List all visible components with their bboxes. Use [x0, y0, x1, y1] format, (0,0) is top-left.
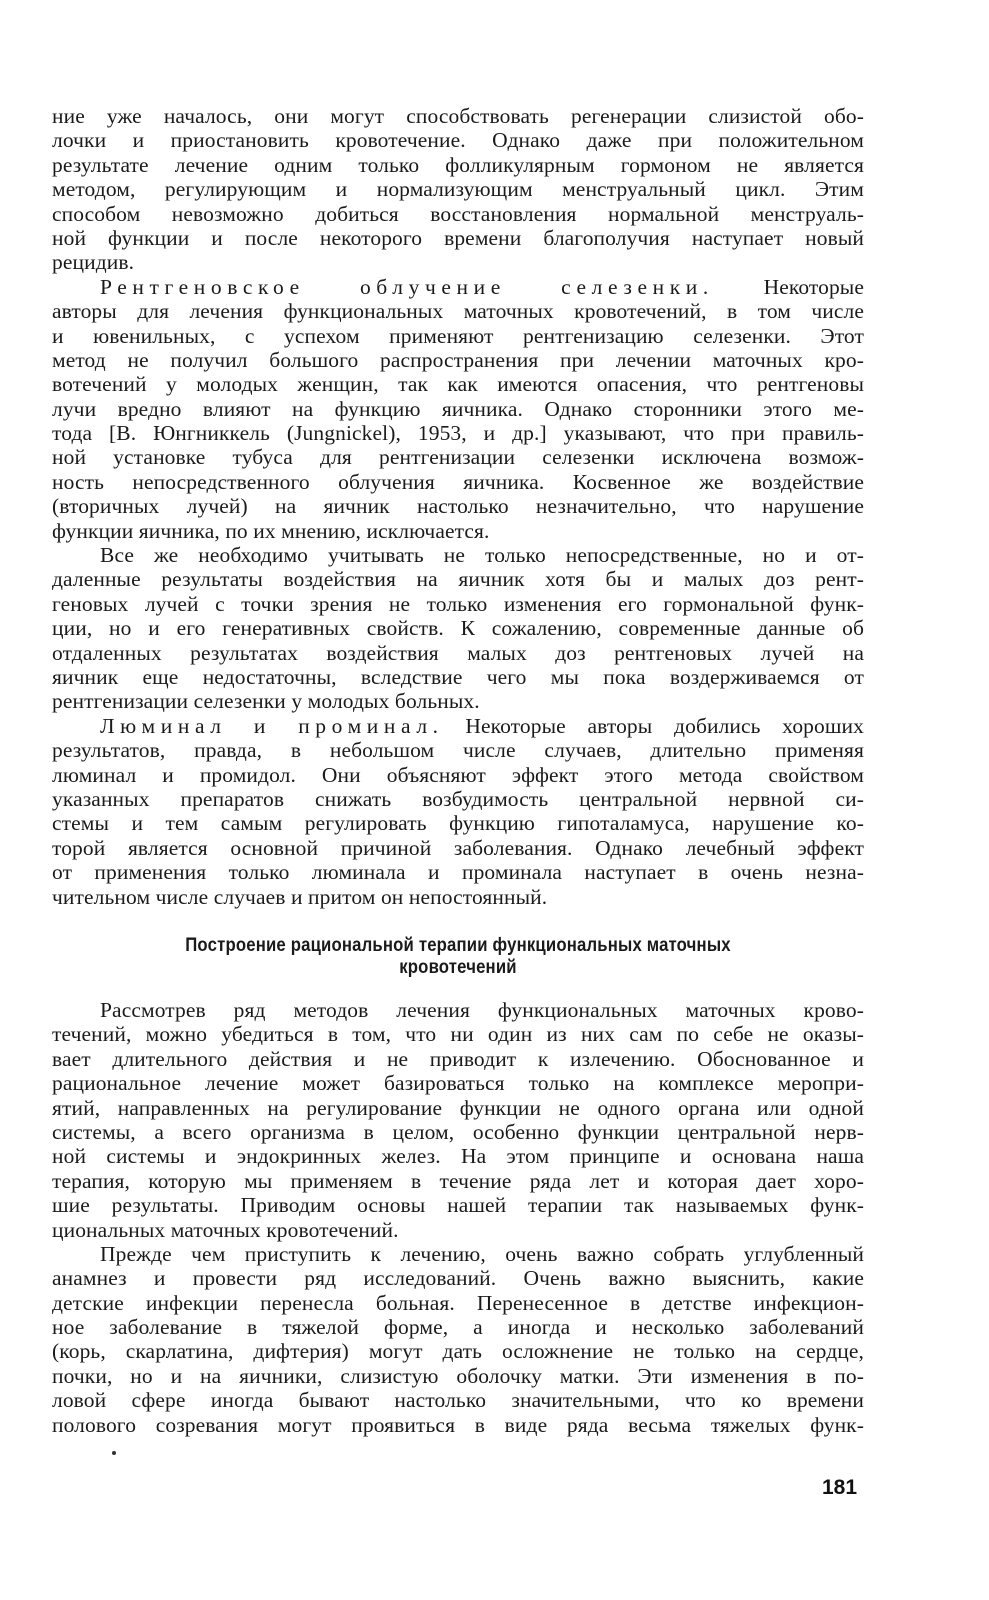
- text-line: геновых лучей с точки зрения не только изменения его гормональной функ-: [52, 591, 864, 616]
- run-in-heading: Люминал и проминал.: [100, 713, 444, 738]
- text-line: способом невозможно добиться восстановления нормальной менструаль-: [52, 201, 864, 226]
- text-line: системы, а всего организма в целом, особенно функции центральной нерв-: [52, 1119, 864, 1144]
- text-line: ность непосредственного облучения яичника. Косвенное же воздействие: [52, 469, 864, 494]
- text-line: ной системы и эндокринных желез. На этом принципе и основана наша: [52, 1144, 864, 1169]
- text-line: полового созревания могут проявиться в виде ряда весьма тяжелых функ-: [52, 1412, 864, 1437]
- text-line: ятий, направленных на регулирование функции не одного органа или одной: [52, 1095, 864, 1120]
- text-line: течений, можно убедиться в том, что ни один из них сам по себе не оказы-: [52, 1022, 864, 1047]
- paragraph-anamnesis: [52, 1242, 864, 1437]
- text-line: методом, регулирующим и нормализующим менструальный цикл. Этим: [52, 177, 864, 202]
- text-line: ной установке тубуса для рентгенизации селезенки исключена возмож-: [52, 445, 864, 470]
- text-line: детские инфекции перенесла больная. Перенесенное в детстве инфекцион-: [52, 1290, 864, 1315]
- text-line: анамнез и провести ряд исследований. Очень важно выяснить, какие: [52, 1266, 864, 1291]
- paragraph-rational-therapy: [52, 998, 864, 1242]
- text-line: метод не получил большого распространения при лечении маточных кро-: [52, 347, 864, 372]
- text-line: ной функции и после некоторого времени благополучия наступает новый: [52, 225, 864, 250]
- scan-speck: [112, 1451, 116, 1455]
- text-run: Некоторые авторы добились хороших: [465, 713, 864, 738]
- text-line: рентгенизации селезенки у молодых больных.: [52, 689, 480, 714]
- text-line: ное заболевание в тяжелой форме, а иногда и несколько заболеваний: [52, 1315, 864, 1340]
- paragraph-luminal: [52, 714, 864, 909]
- text-line: терапия, которую мы применяем в течение ряда лет и которая дает хоро-: [52, 1168, 864, 1193]
- text-line: указанных препаратов снижать возбудимость центральной нервной си-: [52, 786, 864, 811]
- section-title: [101, 935, 816, 979]
- text-line: почки, но и на яичники, слизистую оболочку матки. Эти изменения в по-: [52, 1363, 864, 1388]
- text-line: рациональное лечение может базироваться только на комплексе меропри-: [52, 1071, 864, 1096]
- text-line: ловой сфере иногда бывают настолько значительными, что ко времени: [52, 1388, 864, 1413]
- text-line: результате лечение одним только фолликулярным гормоном не является: [52, 152, 864, 177]
- text-line: (корь, скарлатина, дифтерия) могут дать осложнение не только на сердце,: [52, 1339, 864, 1364]
- text-line: ции, но и его генеративных свойств. К сожалению, современные данные об: [52, 616, 864, 641]
- text-line: даленные результаты воздействия на яичник хотя бы и малых доз рент-: [52, 567, 864, 592]
- text-line: отдаленных результатах воздействия малых доз рентгеновых лучей на: [52, 640, 864, 665]
- section-title-line: Построение рациональной терапии функциональных маточных: [185, 935, 731, 956]
- text-line: вает длительного действия и не приводит к излечению. Обоснованное и: [52, 1046, 864, 1071]
- text-line: тода [В. Юнгниккель (Jungnickel), 1953, и др.] указывают, что при правиль-: [52, 421, 864, 446]
- text-line: и ювенильных, с успехом применяют рентгенизацию селезенки. Этот: [52, 323, 864, 348]
- text-line: результатов, правда, в небольшом числе случаев, длительно применяя: [52, 738, 864, 763]
- text-line: Рассмотрев ряд методов лечения функциональных маточных крово-: [100, 998, 864, 1022]
- text-line: авторы для лечения функциональных маточных кровотечений, в том числе: [52, 299, 864, 324]
- text-line: Прежде чем приступить к лечению, очень важно собрать углубленный: [100, 1241, 864, 1266]
- text-run: Некоторые: [763, 274, 864, 299]
- text-line: стемы и тем самым регулировать функцию гипоталамуса, нарушение ко-: [52, 811, 864, 836]
- text-line: рецидив.: [52, 250, 135, 275]
- text-line: [52, 275, 864, 299]
- text-line: функции яичника, по их мнению, исключается.: [52, 518, 490, 543]
- text-line: [52, 714, 864, 738]
- text-line: яичник еще недостаточны, вследствие чего мы пока воздерживаемся от: [52, 664, 864, 689]
- text-line: от применения только люминала и проминала наступает в очень незна-: [52, 860, 864, 885]
- paragraph-spleen-irradiation: [52, 275, 864, 543]
- text-line: Все же необходимо учитывать не только непосредственные, но и от-: [100, 543, 864, 568]
- text-line: люминал и промидол. Они объясняют эффект этого метода свойством: [52, 762, 864, 787]
- text-line: шие результаты. Приводим основы нашей терапии так называемых функ-: [52, 1193, 864, 1218]
- section-title-line: кровотечений: [399, 957, 517, 978]
- page-number: 181: [822, 1476, 858, 1499]
- text-line: лочки и приостановить кровотечение. Однако даже при положительном: [52, 128, 864, 153]
- page-body-lower: [52, 998, 864, 1437]
- run-in-heading: Рентгеновское облучение селезенки.: [100, 274, 714, 299]
- text-line: лучи вредно влияют на функцию яичника. Однако сторонники этого ме-: [52, 396, 864, 421]
- paragraph-remote-results: [52, 543, 864, 714]
- text-line: чительном числе случаев и притом он непостоянный.: [52, 884, 548, 909]
- text-line: вотечений у молодых женщин, так как имеются опасения, что рентгеновы: [52, 372, 864, 397]
- paragraph-continuation: [52, 104, 864, 275]
- text-line: торой является основной причиной заболевания. Однако лечебный эффект: [52, 835, 864, 860]
- text-line: циональных маточных кровотечений.: [52, 1217, 399, 1242]
- page-body: [52, 104, 864, 909]
- text-line: (вторичных лучей) на яичник настолько незначительно, что нарушение: [52, 494, 864, 519]
- text-line: ние уже началось, они могут способствовать регенерации слизистой обо-: [52, 104, 864, 128]
